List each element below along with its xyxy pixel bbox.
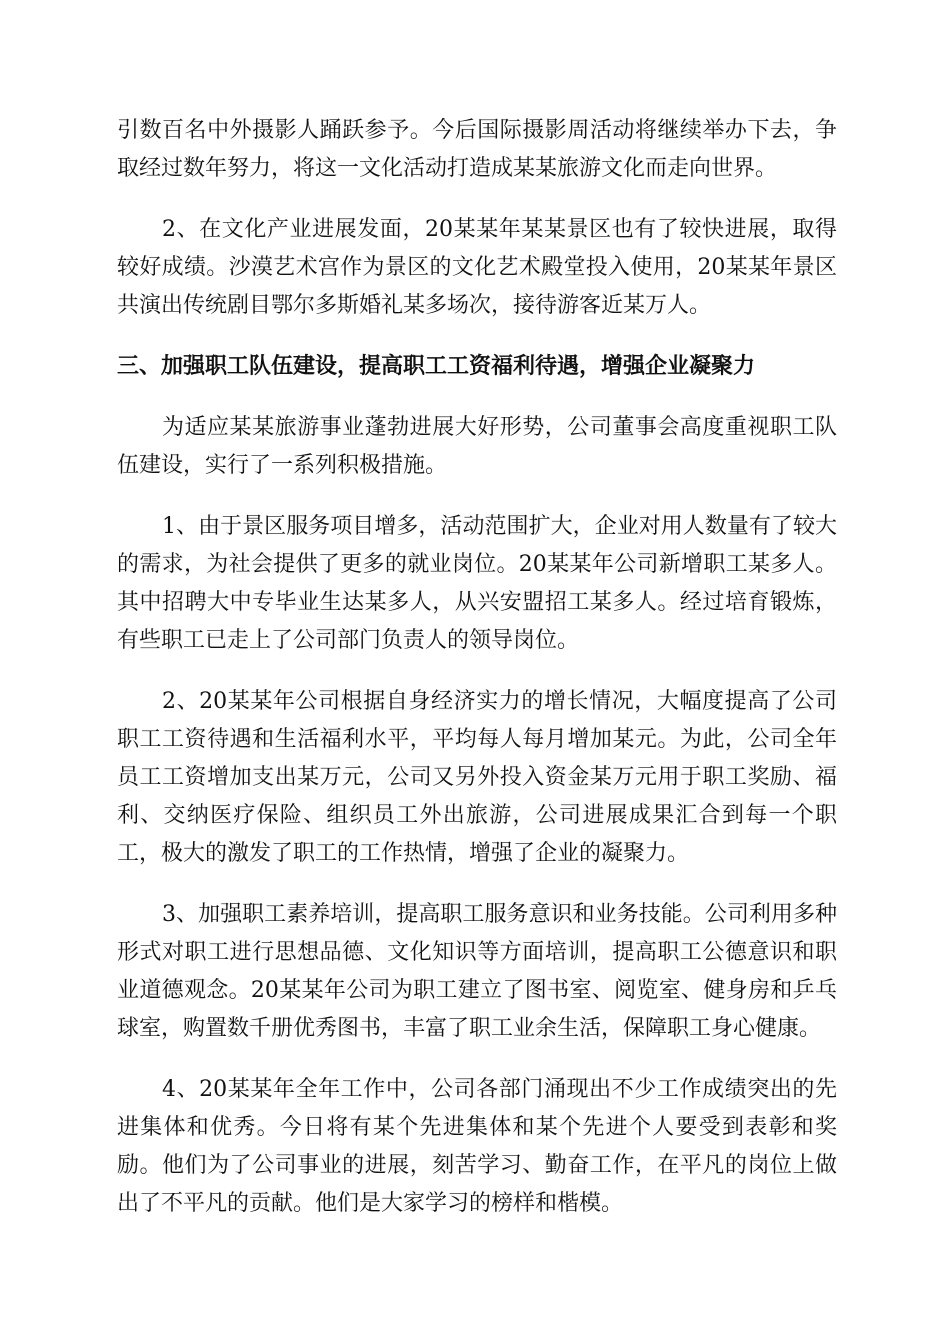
- paragraph-continuation: 引数百名中外摄影人踊跃参予。今后国际摄影周活动将继续举办下去，争取经过数年努力，将这一文化活动打造成某某旅游文化而走向世界。: [117, 118, 837, 181]
- section-heading: 三、加强职工队伍建设，提高职工工资福利待遇，增强企业凝聚力: [117, 354, 756, 379]
- paragraph-culture-industry: 2、在文化产业进展发面，20某某年某某景区也有了较快进展，取得较好成绩。沙漠艺术宫作为景区的文化艺术殿堂投入使用，20某某年景区共演出传统剧目鄂尔多斯婚礼某多场次，接待游客近某万人。: [117, 217, 837, 318]
- paragraph-intro: 为适应某某旅游事业蓬勃进展大好形势，公司董事会高度重视职工队伍建设，实行了一系列积极措施。: [117, 415, 837, 478]
- document-page: [117, 112, 837, 1246]
- paragraph-item-1: 1、由于景区服务项目增多，活动范围扩大，企业对用人数量有了较大的需求，为社会提供了更多的就业岗位。20某某年公司新增职工某多人。其中招聘大中专毕业生达某多人，从兴安盟招工某多人。经过培育锻炼，有些职工已走上了公司部门负责人的领导岗位。: [117, 514, 837, 653]
- paragraph-item-3: 3、加强职工素养培训，提高职工服务意识和业务技能。公司利用多种形式对职工进行思想品德、文化知识等方面培训，提高职工公德意识和职业道德观念。20某某年公司为职工建立了图书室、阅览室、健身房和乒乓球室，购置数千册优秀图书，丰富了职工业余生活，保障职工身心健康。: [117, 902, 837, 1041]
- paragraph-item-4: 4、20某某年全年工作中，公司各部门涌现出不少工作成绩突出的先进集体和优秀。今日将有某个先进集体和某个先进个人要受到表彰和奖励。他们为了公司事业的进展，刻苦学习、勤奋工作，在平凡的岗位上做出了不平凡的贡献。他们是大家学习的榜样和楷模。: [117, 1077, 837, 1216]
- paragraph-item-2: 2、20某某年公司根据自身经济实力的增长情况，大幅度提高了公司职工工资待遇和生活福利水平，平均每人每月增加某元。为此，公司全年员工工资增加支出某万元，公司又另外投入资金某万元用于职工奖励、福利、交纳医疗保险、组织员工外出旅游，公司进展成果汇合到每一个职工，极大的激发了职工的工作热情，增强了企业的凝聚力。: [117, 689, 837, 866]
